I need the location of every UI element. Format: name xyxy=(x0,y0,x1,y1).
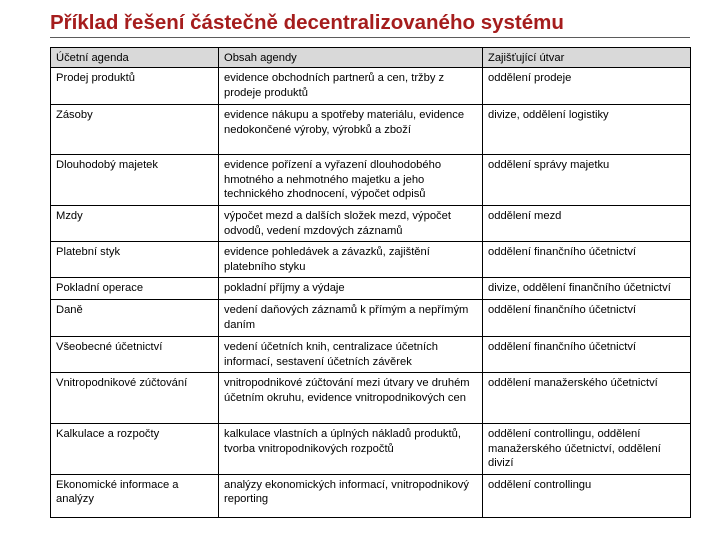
agenda-table xyxy=(50,47,691,518)
cell-unit: divize, oddělení logistiky xyxy=(483,105,691,155)
cell-agenda: Platební styk xyxy=(51,242,219,278)
cell-unit: oddělení správy majetku xyxy=(483,155,691,206)
table-row xyxy=(51,242,691,278)
cell-unit: oddělení controllingu xyxy=(483,474,691,517)
table-row xyxy=(51,424,691,474)
table-header-row xyxy=(51,48,691,68)
cell-unit: oddělení prodeje xyxy=(483,68,691,105)
cell-content: vedení daňových záznamů k přímým a nepřímým daním xyxy=(219,300,483,337)
cell-content: kalkulace vlastních a úplných nákladů produktů, tvorba vnitropodnikových rozpočtů xyxy=(219,424,483,474)
column-header-content: Obsah agendy xyxy=(219,48,483,68)
cell-agenda: Zásoby xyxy=(51,105,219,155)
cell-agenda: Kalkulace a rozpočty xyxy=(51,424,219,474)
cell-agenda: Všeobecné účetnictví xyxy=(51,337,219,373)
cell-unit: divize, oddělení finančního účetnictví xyxy=(483,278,691,300)
cell-content: evidence pořízení a vyřazení dlouhodobého hmotného a nehmotného majetku a jeho technického zhodnocení, výpočet odpisů xyxy=(219,155,483,206)
table-row xyxy=(51,105,691,155)
cell-content: vnitropodnikové zúčtování mezi útvary ve druhém účetním okruhu, evidence vnitropodnikových cen xyxy=(219,373,483,424)
cell-content: vedení účetních knih, centralizace účetních informací, sestavení účetních závěrek xyxy=(219,337,483,373)
cell-unit: oddělení finančního účetnictví xyxy=(483,337,691,373)
cell-content: evidence obchodních partnerů a cen, tržby z prodeje produktů xyxy=(219,68,483,105)
table-row xyxy=(51,474,691,517)
cell-unit: oddělení finančního účetnictví xyxy=(483,242,691,278)
table-row xyxy=(51,206,691,242)
cell-unit: oddělení mezd xyxy=(483,206,691,242)
table-row xyxy=(51,373,691,424)
cell-content: evidence pohledávek a závazků, zajištění platebního styku xyxy=(219,242,483,278)
cell-agenda: Ekonomické informace a analýzy xyxy=(51,474,219,517)
table-row xyxy=(51,337,691,373)
cell-content: evidence nákupu a spotřeby materiálu, evidence nedokončené výroby, výrobků a zboží xyxy=(219,105,483,155)
column-header-agenda: Účetní agenda xyxy=(51,48,219,68)
cell-unit: oddělení controllingu, oddělení manažerského účetnictví, oddělení divizí xyxy=(483,424,691,474)
cell-unit: oddělení manažerského účetnictví xyxy=(483,373,691,424)
table-row xyxy=(51,68,691,105)
table-row xyxy=(51,155,691,206)
cell-agenda: Daně xyxy=(51,300,219,337)
cell-agenda: Mzdy xyxy=(51,206,219,242)
cell-agenda: Dlouhodobý majetek xyxy=(51,155,219,206)
cell-agenda: Vnitropodnikové zúčtování xyxy=(51,373,219,424)
cell-content: analýzy ekonomických informací, vnitropodnikový reporting xyxy=(219,474,483,517)
table-row xyxy=(51,300,691,337)
title-underline xyxy=(50,37,690,38)
cell-agenda: Prodej produktů xyxy=(51,68,219,105)
cell-agenda: Pokladní operace xyxy=(51,278,219,300)
cell-content: výpočet mezd a dalších složek mezd, výpočet odvodů, vedení mzdových záznamů xyxy=(219,206,483,242)
cell-unit: oddělení finančního účetnictví xyxy=(483,300,691,337)
slide-title: Příklad řešení částečně decentralizovaného systému xyxy=(50,11,564,34)
column-header-unit: Zajišťující útvar xyxy=(483,48,691,68)
cell-content: pokladní příjmy a výdaje xyxy=(219,278,483,300)
table-row xyxy=(51,278,691,300)
